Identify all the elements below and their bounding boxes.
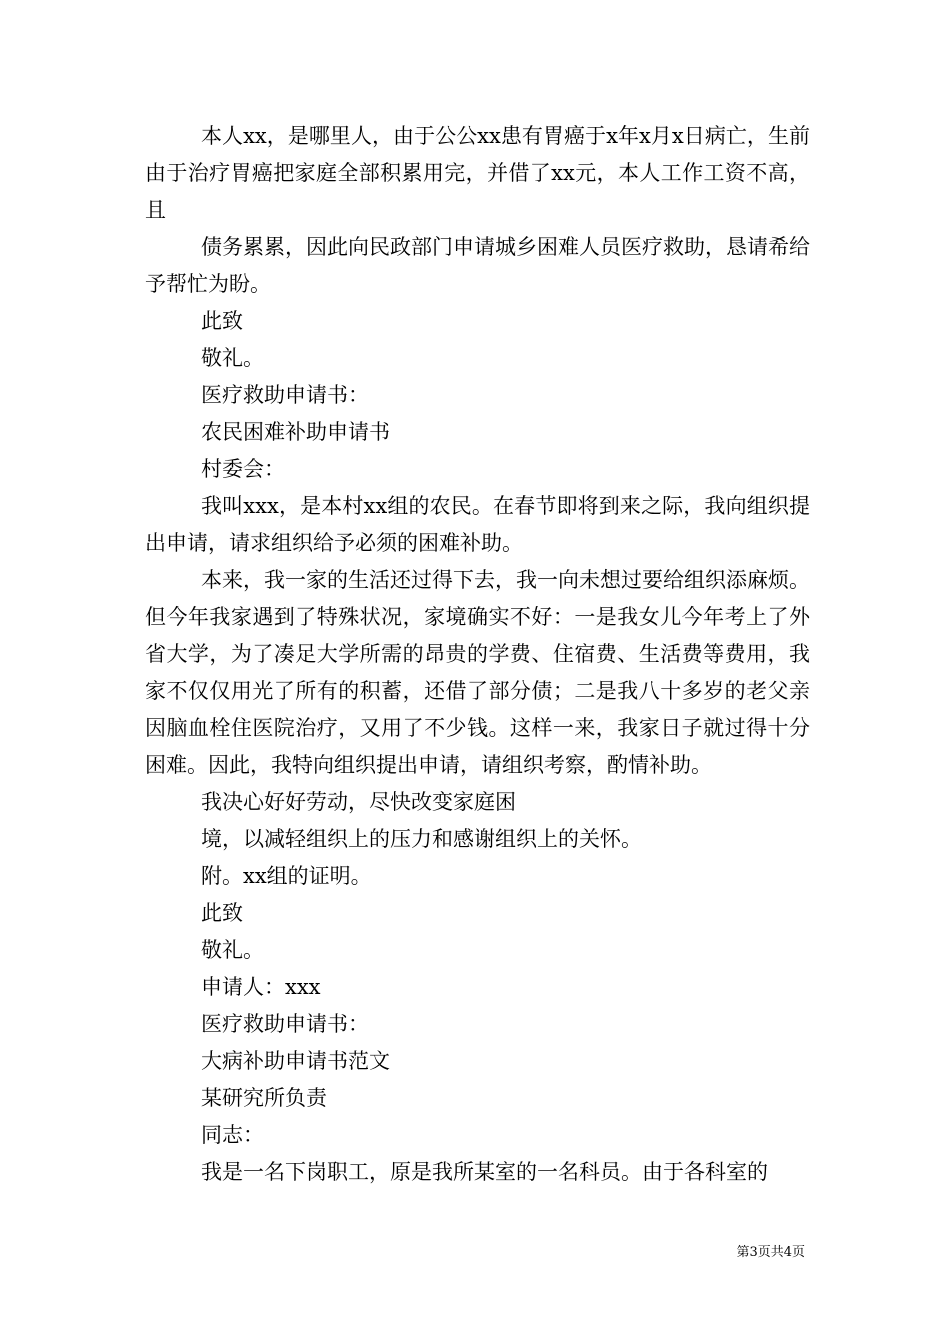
paragraph: 此致 xyxy=(201,309,243,333)
paragraph: 某研究所负责 xyxy=(201,1086,327,1110)
paragraph: 医疗救助申请书： xyxy=(201,383,369,407)
paragraph: 我叫xxx，是本村xx组的农民。在春节即将到来之际，我向组织提出申请，请求组织给予必须的困难补助。 xyxy=(145,494,810,555)
paragraph: 本来，我一家的生活还过得下去，我一向未想过要给组织添麻烦。但今年我家遇到了特殊状况，家境确实不好：一是我女儿今年考上了外省大学，为了凑足大学所需的昂贵的学费、住宿费、生活费等费用，我家不仅仅用光了所有的积蓄，还借了部分债；二是我八十多岁的老父亲因脑血栓住医院治疗，又用了不少钱。这样一来，我家日子就过得十分困难。因此，我特向组织提出申请，请组织考察，酌情补助。 xyxy=(145,568,810,777)
paragraph: 本人xx，是哪里人，由于公公xx患有胃癌于x年x月x日病亡，生前由于治疗胃癌把家庭全部积累用完，并借了xx元，本人工作工资不高，且 xyxy=(145,124,810,222)
paragraph: 附。xx组的证明。 xyxy=(201,864,372,888)
paragraph: 境，以减轻组织上的压力和感谢组织上的关怀。 xyxy=(201,827,642,851)
paragraph: 债务累累，因此向民政部门申请城乡困难人员医疗救助，恳请希给予帮忙为盼。 xyxy=(145,235,810,296)
document-body xyxy=(145,118,810,1191)
paragraph: 申请人：xxx xyxy=(201,975,321,999)
paragraph: 同志： xyxy=(201,1123,264,1147)
paragraph: 村委会： xyxy=(201,457,285,481)
paragraph: 大病补助申请书范文 xyxy=(201,1049,390,1073)
paragraph: 农民困难补助申请书 xyxy=(201,420,390,444)
paragraph: 此致 xyxy=(201,901,243,925)
paragraph: 我是一名下岗职工，原是我所某室的一名科员。由于各科室的 xyxy=(201,1160,768,1184)
page-number-footer: 第3页共4页 xyxy=(736,1245,805,1260)
paragraph: 医疗救助申请书： xyxy=(201,1012,369,1036)
paragraph: 我决心好好劳动，尽快改变家庭困 xyxy=(201,790,516,814)
paragraph: 敬礼。 xyxy=(201,938,264,962)
paragraph: 敬礼。 xyxy=(201,346,264,370)
